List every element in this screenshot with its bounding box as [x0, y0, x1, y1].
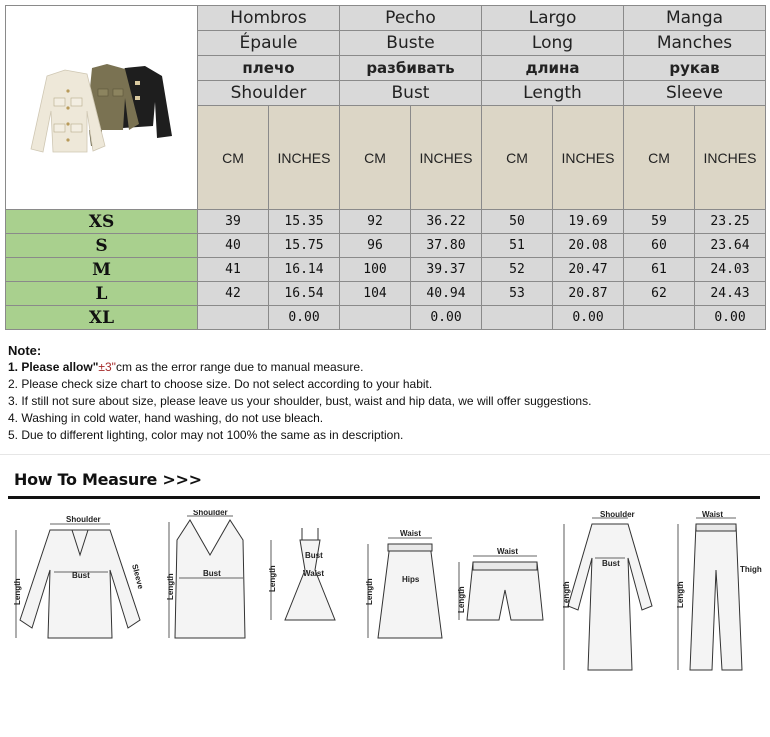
size-row-l — [6, 282, 766, 306]
value-cell: 42 — [198, 282, 269, 306]
header-length-fr: Long — [482, 31, 624, 56]
size-label: S — [6, 234, 198, 258]
header-bust-en: Bust — [340, 81, 482, 106]
size-row-xl — [6, 306, 766, 330]
header-length-en: Length — [482, 81, 624, 106]
header-bust-fr: Buste — [340, 31, 482, 56]
value-cell: 19.69 — [553, 210, 624, 234]
value-cell — [198, 306, 269, 330]
shorts-diagram — [455, 510, 555, 660]
value-cell: 36.22 — [411, 210, 482, 234]
value-cell: 39 — [198, 210, 269, 234]
unit-inches: INCHES — [695, 106, 766, 210]
header-sleeve-ru: рукав — [624, 56, 766, 81]
length-label: Length — [457, 586, 466, 613]
note-line-4: 4. Washing in cold water, hand washing, do not use bleach. — [8, 411, 324, 425]
header-shoulder-fr: Épaule — [198, 31, 340, 56]
unit-cm: CM — [482, 106, 553, 210]
value-cell: 96 — [340, 234, 411, 258]
value-cell: 0.00 — [695, 306, 766, 330]
header-shoulder-ru: плечо — [198, 56, 340, 81]
value-cell: 15.75 — [269, 234, 340, 258]
waist-label: Waist — [400, 529, 422, 538]
length-label: Length — [676, 581, 685, 608]
size-chart-table — [5, 5, 766, 330]
value-cell: 104 — [340, 282, 411, 306]
value-cell: 92 — [340, 210, 411, 234]
value-cell: 0.00 — [411, 306, 482, 330]
value-cell — [624, 306, 695, 330]
bust-label: Bust — [203, 569, 221, 578]
value-cell: 60 — [624, 234, 695, 258]
value-cell — [340, 306, 411, 330]
value-cell: 40.94 — [411, 282, 482, 306]
size-row-s — [6, 234, 766, 258]
note-line-3: 3. If still not sure about size, please leave us your shoulder, bust, waist and hip data, we will offer suggestions. — [8, 394, 592, 408]
size-label: XL — [6, 306, 198, 330]
value-cell: 23.25 — [695, 210, 766, 234]
vest-dress-diagram — [165, 510, 260, 660]
hips-label: Hips — [402, 575, 420, 584]
note-1-tolerance: ±3" — [98, 360, 116, 374]
waist-label: Waist — [702, 510, 724, 519]
notes-title: Note: — [8, 343, 42, 358]
shoulder-label: Shoulder — [600, 510, 635, 519]
unit-cm: CM — [624, 106, 695, 210]
header-bust-es: Pecho — [340, 6, 482, 31]
header-bust-ru: разбивать — [340, 56, 482, 81]
value-cell: 15.35 — [269, 210, 340, 234]
waist-label: Waist — [303, 569, 325, 578]
blouse-diagram — [10, 510, 160, 660]
bust-label: Bust — [602, 559, 620, 568]
value-cell: 20.47 — [553, 258, 624, 282]
value-cell: 51 — [482, 234, 553, 258]
length-label: Length — [562, 581, 571, 608]
value-cell: 41 — [198, 258, 269, 282]
note-line-1 — [8, 359, 591, 376]
value-cell: 0.00 — [269, 306, 340, 330]
value-cell: 50 — [482, 210, 553, 234]
header-length-ru: длина — [482, 56, 624, 81]
value-cell: 16.54 — [269, 282, 340, 306]
skirt-diagram — [360, 510, 450, 660]
length-label: Length — [365, 578, 374, 605]
length-label: Length — [166, 573, 175, 600]
sleeve-label: Sleeve — [130, 563, 146, 591]
note-1-lead: 1. Please allow" — [8, 360, 99, 374]
value-cell: 20.87 — [553, 282, 624, 306]
size-label: L — [6, 282, 198, 306]
header-length-es: Largo — [482, 6, 624, 31]
value-cell: 61 — [624, 258, 695, 282]
value-cell: 24.43 — [695, 282, 766, 306]
value-cell: 16.14 — [269, 258, 340, 282]
bust-label: Bust — [72, 571, 90, 580]
size-row-m — [6, 258, 766, 282]
header-sleeve-fr: Manches — [624, 31, 766, 56]
heading-rule — [8, 496, 760, 499]
value-cell: 23.64 — [695, 234, 766, 258]
bust-label: Bust — [305, 551, 323, 560]
note-line-5: 5. Due to different lighting, color may not 100% the same as in description. — [8, 428, 404, 442]
unit-inches: INCHES — [553, 106, 624, 210]
length-label: Length — [268, 565, 277, 592]
value-cell: 59 — [624, 210, 695, 234]
size-label: XS — [6, 210, 198, 234]
section-divider — [0, 454, 770, 455]
value-cell: 0.00 — [553, 306, 624, 330]
value-cell: 37.80 — [411, 234, 482, 258]
unit-inches: INCHES — [411, 106, 482, 210]
shoulder-label: Shoulder — [193, 510, 228, 517]
strap-dress-diagram — [265, 510, 355, 660]
size-row-xs — [6, 210, 766, 234]
header-sleeve-es: Manga — [624, 6, 766, 31]
shoulder-label: Shoulder — [66, 515, 101, 524]
value-cell: 20.08 — [553, 234, 624, 258]
waist-label: Waist — [497, 547, 519, 556]
header-shoulder-en: Shoulder — [198, 81, 340, 106]
unit-inches: INCHES — [269, 106, 340, 210]
value-cell: 53 — [482, 282, 553, 306]
unit-cm: CM — [198, 106, 269, 210]
value-cell: 100 — [340, 258, 411, 282]
notes-block — [8, 342, 591, 444]
size-label: M — [6, 258, 198, 282]
pants-diagram — [668, 510, 763, 680]
length-label: Length — [13, 578, 22, 605]
value-cell: 24.03 — [695, 258, 766, 282]
header-shoulder-es: Hombros — [198, 6, 340, 31]
unit-cm: CM — [340, 106, 411, 210]
header-sleeve-en: Sleeve — [624, 81, 766, 106]
value-cell: 40 — [198, 234, 269, 258]
coat-diagram — [560, 510, 660, 680]
note-line-2: 2. Please check size chart to choose size. Do not select according to your habit. — [8, 377, 433, 391]
product-photo — [6, 6, 198, 210]
value-cell: 62 — [624, 282, 695, 306]
how-to-measure-heading: How To Measure >>> — [14, 470, 202, 489]
value-cell — [482, 306, 553, 330]
value-cell: 52 — [482, 258, 553, 282]
value-cell: 39.37 — [411, 258, 482, 282]
thigh-label: Thigh — [740, 565, 762, 574]
note-1-rest: cm as the error range due to manual measure. — [115, 360, 364, 374]
